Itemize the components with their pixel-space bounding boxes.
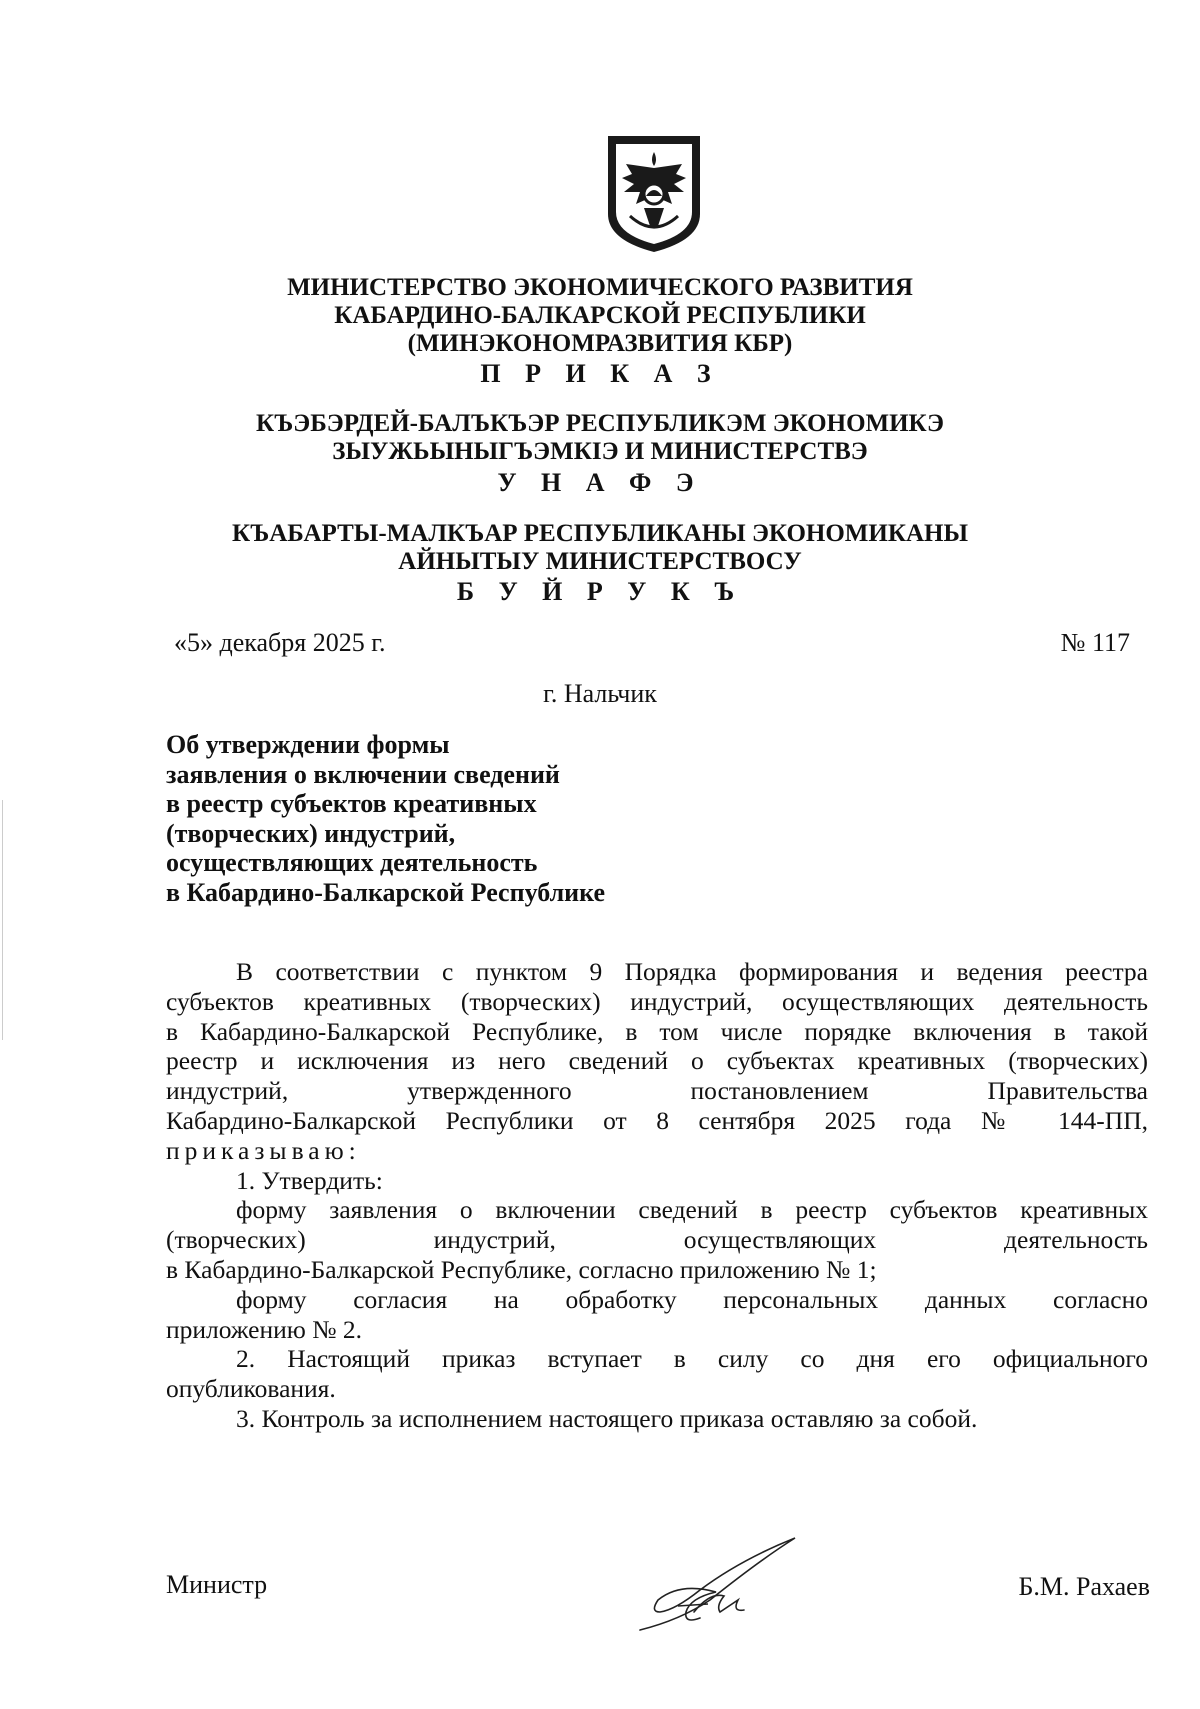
ministry-name-bal-line-1: КЪАБАРТЫ-МАЛКЪАР РЕСПУБЛИКАНЫ ЭКОНОМИКАНЫ <box>231 520 968 547</box>
body-line: В соответствии с пунктом 9 Порядка формирования и ведения реестра <box>236 957 1148 986</box>
body-line-orders: приказываю: <box>166 1135 361 1165</box>
doc-type-ru: П Р И К А З <box>480 359 720 388</box>
body-line: приложению № 2. <box>166 1314 363 1344</box>
doc-type-kab: У Н А Ф Э <box>497 468 703 497</box>
body-line: Кабардино-Балкарской Республики от 8 сентября 2025 года № 144-ПП, <box>166 1105 1148 1135</box>
doc-type-bal: Б У Й Р У К Ъ <box>456 577 744 606</box>
body-item-2: 2. Настоящий приказ вступает в силу со дня его официального <box>236 1344 1148 1374</box>
body-line: форму согласия на обработку персональных данных согласно <box>236 1284 1148 1314</box>
order-title <box>166 730 605 908</box>
order-title-line: осуществляющих деятельность <box>166 848 538 878</box>
body-line: (творческих) индустрий, осуществляющих деятельность <box>166 1225 1148 1255</box>
body-line: форму заявления о включении сведений в реестр субъектов креативных <box>236 1195 1148 1225</box>
order-city: г. Нальчик <box>543 679 657 708</box>
order-title-line: заявления о включении сведений <box>166 759 560 789</box>
order-date: «5» декабря 2025 г. <box>174 628 386 657</box>
order-title-line: (творческих) индустрий, <box>166 818 456 848</box>
body-line: субъектов креативных (творческих) индустрий, осуществляющих деятельность <box>166 986 1148 1016</box>
order-title-line: Об утверждении формы <box>166 730 450 759</box>
signatory-name: Б.М. Рахаев <box>1018 1572 1150 1601</box>
body-line: в Кабардино-Балкарской Республике, в том числе порядке включения в такой <box>166 1016 1148 1046</box>
order-title-line: в реестр субъектов креативных <box>166 789 537 819</box>
body-line: реестр и исключения из него сведений о субъектах креативных (творческих) <box>166 1046 1148 1076</box>
ministry-name-ru <box>0 274 1200 358</box>
handwritten-signature-icon <box>620 1520 820 1640</box>
body-item-3: 3. Контроль за исполнением настоящего приказа оставляю за собой. <box>236 1403 978 1433</box>
order-body <box>166 957 1148 1434</box>
ministry-name-ru-line-3: (МИНЭКОНОМРАЗВИТИЯ КБР) <box>407 330 793 357</box>
kbr-coat-of-arms-icon <box>606 134 702 254</box>
body-line: в Кабардино-Балкарской Республике, согласно приложению № 1; <box>166 1254 877 1284</box>
ministry-name-ru-line-1: МИНИСТЕРСТВО ЭКОНОМИЧЕСКОГО РАЗВИТИЯ <box>287 274 913 301</box>
body-line: опубликования. <box>166 1374 336 1404</box>
signatory-position: Министр <box>166 1570 268 1599</box>
ministry-name-kab-line-1: КЪЭБЭРДЕЙ-БАЛЪКЪЭР РЕСПУБЛИКЭМ ЭКОНОМИКЭ <box>256 410 944 437</box>
order-title-line: в Кабардино-Балкарской Республике <box>166 877 606 907</box>
ministry-name-bal-line-2: АЙНЫТЫУ МИНИСТЕРСТВОСУ <box>398 548 802 575</box>
ministry-name-bal <box>0 520 1200 576</box>
ministry-name-kab <box>0 410 1200 466</box>
body-line: индустрий, утвержденного постановлением Правительства <box>166 1076 1148 1106</box>
order-number: № 117 <box>1060 628 1130 657</box>
ministry-name-kab-line-2: ЗЫУЖЬЫНЫГЪЭМКIЭ И МИНИСТЕРСТВЭ <box>332 438 868 465</box>
body-item-1: 1. Утвердить: <box>236 1165 383 1195</box>
scan-artifact-line <box>2 800 3 1040</box>
ministry-name-ru-line-2: КАБАРДИНО-БАЛКАРСКОЙ РЕСПУБЛИКИ <box>334 302 866 329</box>
